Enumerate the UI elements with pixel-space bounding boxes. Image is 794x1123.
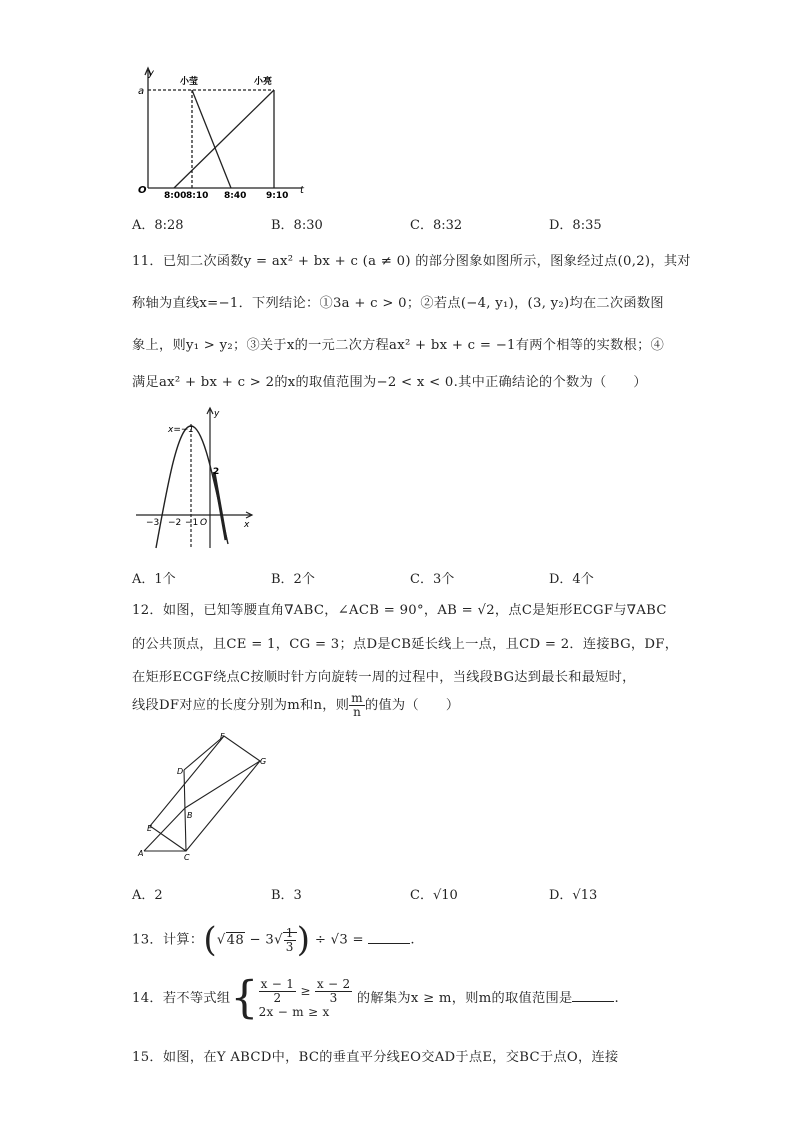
figure-q10-distance-time-graph [134,62,314,202]
point-b-label: B [187,811,193,820]
point-d-label: D [177,767,184,776]
q12-line-1: 12．如图，已知等腰直角∇ABC，∠ACB = 90°，AB = √2，点C是矩形ECGF与∇ABC [132,603,667,618]
q11-option-c: C．3个 [410,572,455,587]
tick-neg1: −1 [185,518,199,528]
point-f-label: F [220,732,225,741]
y-axis-label: y [148,68,154,79]
q12-line-3: 在矩形ECGF绕点C按顺时针方向旋转一周的过程中，当线段BG达到最长和最短时， [132,670,636,685]
t-axis-label: t [300,185,304,196]
point-e-label: E [147,824,153,833]
sqrt-one-third [283,925,297,954]
left-brace: { [230,972,259,1024]
ineq2: 2x − m ≥ x [258,1005,330,1019]
m-over-n-fraction [349,692,365,719]
q11-line-1: 11．已知二次函数y = ax² + bx + c (a ≠ 0) 的部分图象如图所示，图象经过点(0,2)，其对 [132,254,691,269]
right-paren: ) [296,920,311,960]
q14-end: . [614,991,619,1006]
ineq1-left-denominator: 2 [273,991,282,1005]
point-a-label: A [138,849,144,858]
origin-label: O [138,185,147,196]
third-denominator: 3 [285,939,294,954]
q12-line-4-post: 的值为（ ） [364,698,460,713]
third-numerator: 1 [285,925,294,940]
q11-line-4: 满足ax² + bx + c > 2的x的取值范围为−2 < x < 0.其中正确结论的个数为（ ） [132,375,647,390]
q11-option-a: A．1个 [132,572,176,587]
figure-q12-rectangle-triangle [136,730,272,862]
q11-line-2: 称轴为直线x=−1．下列结论：①3a + c > 0；②若点(−4, y₁)，(3, y₂)均在二次函数图 [132,296,664,311]
tick-910: 9:10 [266,191,289,201]
ge-sign: ≥ [300,984,311,998]
tick-810: 8:10 [186,191,209,201]
ineq1-right-denominator: 3 [329,991,338,1005]
y-intercept-label: 2 [213,467,220,477]
name-xiaoliang: 小亮 [254,77,273,87]
symmetry-axis-label: x=−1 [168,425,195,435]
q12-line-4 [132,692,459,719]
q11-line-3: 象上，则y₁ > y₂；③关于x的一元二次方程ax² + bx + c = −1有两个相等的实数根；④ [132,338,665,353]
left-paren: ( [203,920,217,960]
q12-option-c: C．√10 [410,888,458,903]
q11-option-b: B．2个 [271,572,315,587]
q13-prefix: 13．计算： [132,932,204,948]
origin-label: O [200,518,208,528]
q14-prefix: 14．若不等式组 [132,991,231,1006]
q12-line-4-pre: 线段DF对应的长度分别为m和n，则 [132,698,350,713]
q14-middle: 的解集为x ≥ m，则m的取值范围是 [356,991,573,1006]
a-label: a [138,86,145,97]
q10-option-d: D．8:35 [549,218,602,233]
x-axis-label: x [244,520,250,530]
q12-option-d: D．√13 [549,888,598,903]
point-c-label: C [184,853,190,862]
q13-answer-blank[interactable] [368,933,410,944]
y-axis-label: y [214,409,220,419]
q13-end: . [410,932,415,948]
fraction-numerator: m [351,691,363,705]
tick-neg2: −2 [168,518,182,528]
tick-800: 8:00 [164,191,187,201]
q13-line: 13．计算：(√48 − 3√ $\frac{1}{3}$ ) ÷ √3 = . [132,920,415,960]
q12-line-2: 的公共顶点，且CE = 1，CG = 3；点D是CB延长线上一点，且CD = 2．连接BG，DF， [132,637,679,652]
q10-option-b: B．8:30 [271,218,323,233]
q11-option-d: D．4个 [549,572,594,587]
q13-suffix: ÷ √3 = [314,932,364,948]
q10-option-a: A．8:28 [132,218,184,233]
q12-option-a: A．2 [132,888,163,903]
q10-option-c: C．8:32 [410,218,463,233]
q14-line [132,972,619,1024]
sqrt-48: 48 [226,932,245,948]
point-g-label: G [260,757,267,766]
ineq1-right-numerator: x − 2 [316,977,351,991]
q14-answer-blank[interactable] [572,991,614,1002]
tick-neg3: −3 [146,518,160,528]
inequality-system [259,978,353,1019]
q12-option-b: B．3 [271,888,302,903]
fraction-denominator: n [353,705,362,719]
q15-line-1: 15．如图，在Y ABCD中，BC的垂直平分线EO交AD于点E，交BC于点O，连接 [132,1050,619,1065]
tick-840: 8:40 [224,191,247,201]
name-xiaoying: 小莹 [180,77,199,87]
figure-q11-parabola [134,402,258,552]
ineq1-left-numerator: x − 1 [260,977,295,991]
minus-three: − 3 [249,932,275,948]
